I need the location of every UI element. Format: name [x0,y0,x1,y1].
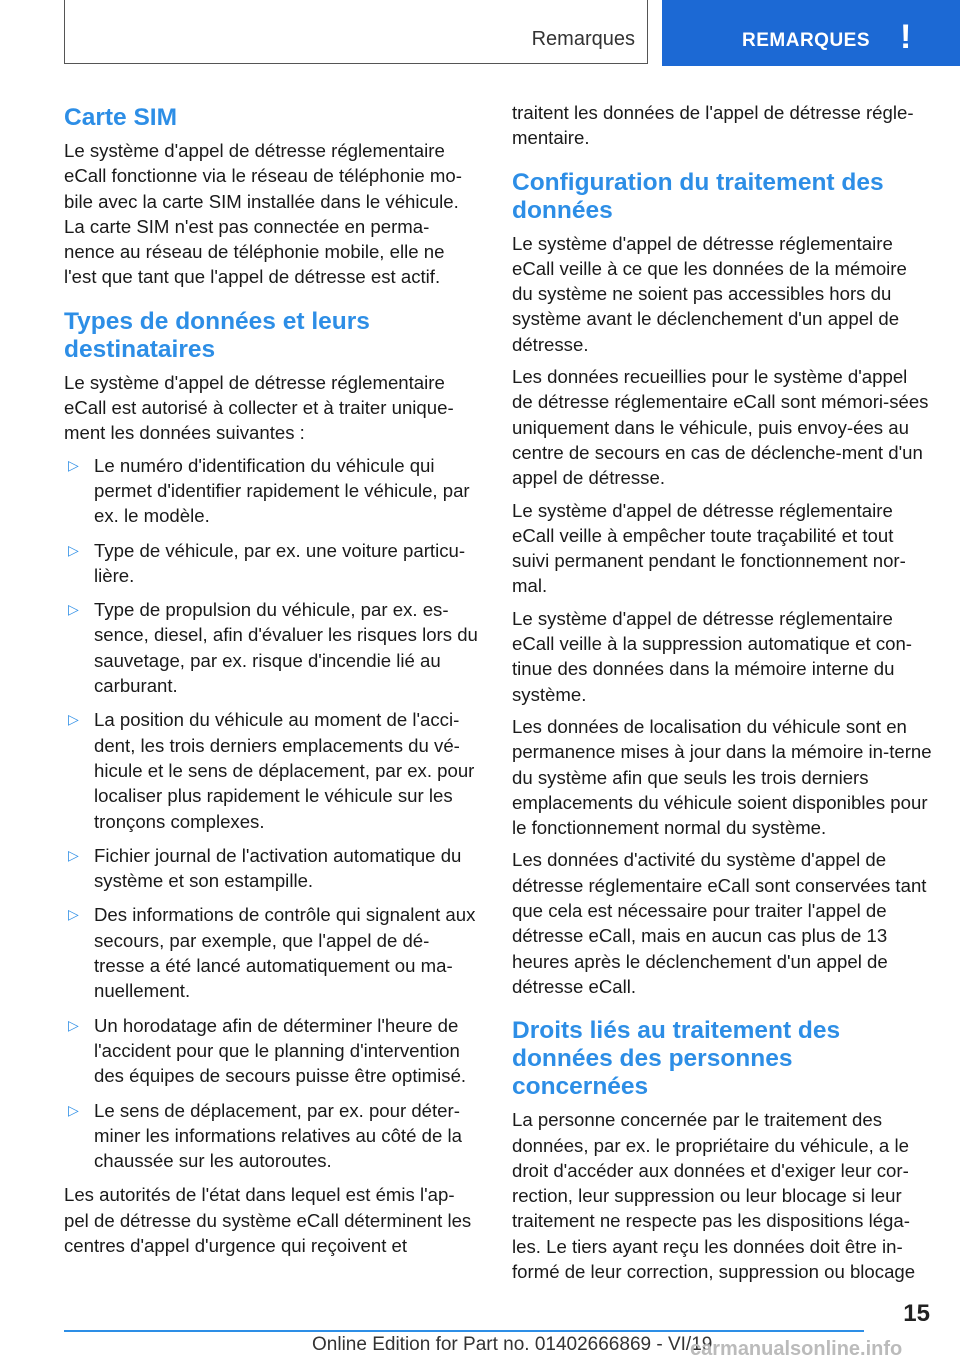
header-tag-box [662,0,960,66]
list-item: ▷ Fichier journal de l'activation automatique du système et son estampille. [68,844,462,892]
paragraph-config-6: Les données d'activité du système d'appel de détresse réglementaire eCall sont conservées tant que cela est nécessaire pour traiter l'appel de détresse eCall, mais en aucun cas plus de 13 heures après le déclenchement d'un appel de détresse eCall. [512,849,927,997]
paragraph-continued: traitent les données de l'appel de détresse régle‐mentaire. [512,102,914,149]
paragraph-config-5: Les données de localisation du véhicule sont en permanence mises à jour dans la mémoire in‐terne du système afin que seuls les trois derniers emplacements du véhicule soient disponibles pour le fonctionnement normal du système. [512,715,932,839]
header-section-label: Remarques [531,28,635,50]
triangle-bullet-icon: ▷ [68,601,79,618]
heading-carte-sim: Carte SIM [64,104,178,131]
list-item: ▷ Le sens de déplacement, par ex. pour déter‐miner les informations relatives au côté de la chaussée sur les autoroutes. [68,1099,462,1172]
paragraph-authorities: Les autorités de l'état dans lequel est émis l'ap‐pel de détresse du système eCall déterminent les centres d'appel d'urgence qui reçoivent et [64,1184,472,1256]
left-column [64,100,478,1265]
triangle-bullet-icon: ▷ [68,456,79,473]
list-item: ▷ La position du véhicule au moment de l'acci‐dent, les trois derniers emplacements du vé‐hicule et le sens de déplacement, par ex. pour localiser plus rapidement le véhicule sur les tronçons complexes. [68,709,475,832]
triangle-bullet-icon: ▷ [68,906,79,923]
paragraph-sim: Le système d'appel de détresse réglementaire eCall fonctionne via le réseau de téléphonie mo‐bile avec la carte SIM installée dans le véhicule. La carte SIM n'est pas connectée en perma‐nence au réseau de téléphonie mobile, elle ne l'est que tant que l'appel de détresse est actif. [64,140,462,288]
triangle-bullet-icon: ▷ [68,541,79,558]
heading-configuration: Configuration du traitement des données [512,168,884,224]
triangle-bullet-icon: ▷ [68,1101,79,1118]
footer-divider [64,1330,864,1332]
paragraph-config-2: Les données recueillies pour le système d'appel de détresse réglementaire eCall sont mémori‐sées uniquement dans le véhicule, puis envoy‐ées au centre de secours en cas de déclenche‐ment d'un appel de détresse. [512,366,929,489]
paragraph-types-intro: Le système d'appel de détresse réglementaire eCall est autorisé à collecter et à traiter unique‐ment les données suivantes : [64,371,454,444]
triangle-bullet-icon: ▷ [68,1016,79,1033]
list-item: ▷ Type de propulsion du véhicule, par ex. es‐sence, diesel, afin d'évaluer les risques lors du sauvetage, par ex. risque d'incendie lié au carburant. [68,599,478,697]
data-types-list [64,453,478,1174]
heading-droits: Droits liés au traitement des données des personnes concernées [512,1017,841,1101]
triangle-bullet-icon: ▷ [68,846,79,863]
watermark-text: carmanualsonline.info [690,1338,903,1360]
page-number: 15 [903,1300,930,1327]
footer-edition-text: Online Edition for Part no. 01402666869 - VI/19 [312,1334,713,1355]
right-column [512,100,932,1291]
exclamation-icon: ! [900,18,912,56]
header-tag-label: REMARQUES [742,30,871,51]
paragraph-config-1: Le système d'appel de détresse réglementaire eCall veille à ce que les données de la mémoire du système ne soient pas accessibles hors du système avant le déclenchement d'un appel de détresse. [512,232,907,355]
list-item: ▷ Des informations de contrôle qui signalent aux secours, par exemple, que l'appel de dé‐tresse a été lancé automatiquement ou ma‐nuellement. [68,904,476,1002]
list-item: ▷ Le numéro d'identification du véhicule qui permet d'identifier rapidement le véhicule, par ex. le modèle. [68,454,470,527]
paragraph-config-3: Le système d'appel de détresse réglementaire eCall veille à empêcher toute traçabilité et tout suivi permanent pendant le fonctionnement nor‐mal. [512,499,906,597]
header-section-box [64,0,648,64]
paragraph-rights: La personne concernée par le traitement des données, par ex. le propriétaire du véhicule, a le droit d'accéder aux données et d'exiger leur cor‐rection, leur suppression ou leur blocage si leur traitement ne respecte pas les dispositions léga‐les. Le tiers ayant reçu les données doit être in‐formé de leur correction, suppression ou blocage [512,1109,916,1282]
list-item: ▷ Un horodatage afin de déterminer l'heure de l'accident pour que le planning d'intervention des équipes de secours puisse être optimisé. [68,1014,467,1087]
list-item: ▷ Type de véhicule, par ex. une voiture particu‐lière. [68,539,466,586]
heading-types-donnees: Types de données et leurs destinataires [64,307,370,363]
triangle-bullet-icon: ▷ [68,711,79,728]
paragraph-config-4: Le système d'appel de détresse réglementaire eCall veille à la suppression automatique et con‐tinue des données dans la mémoire interne du système. [512,607,912,705]
